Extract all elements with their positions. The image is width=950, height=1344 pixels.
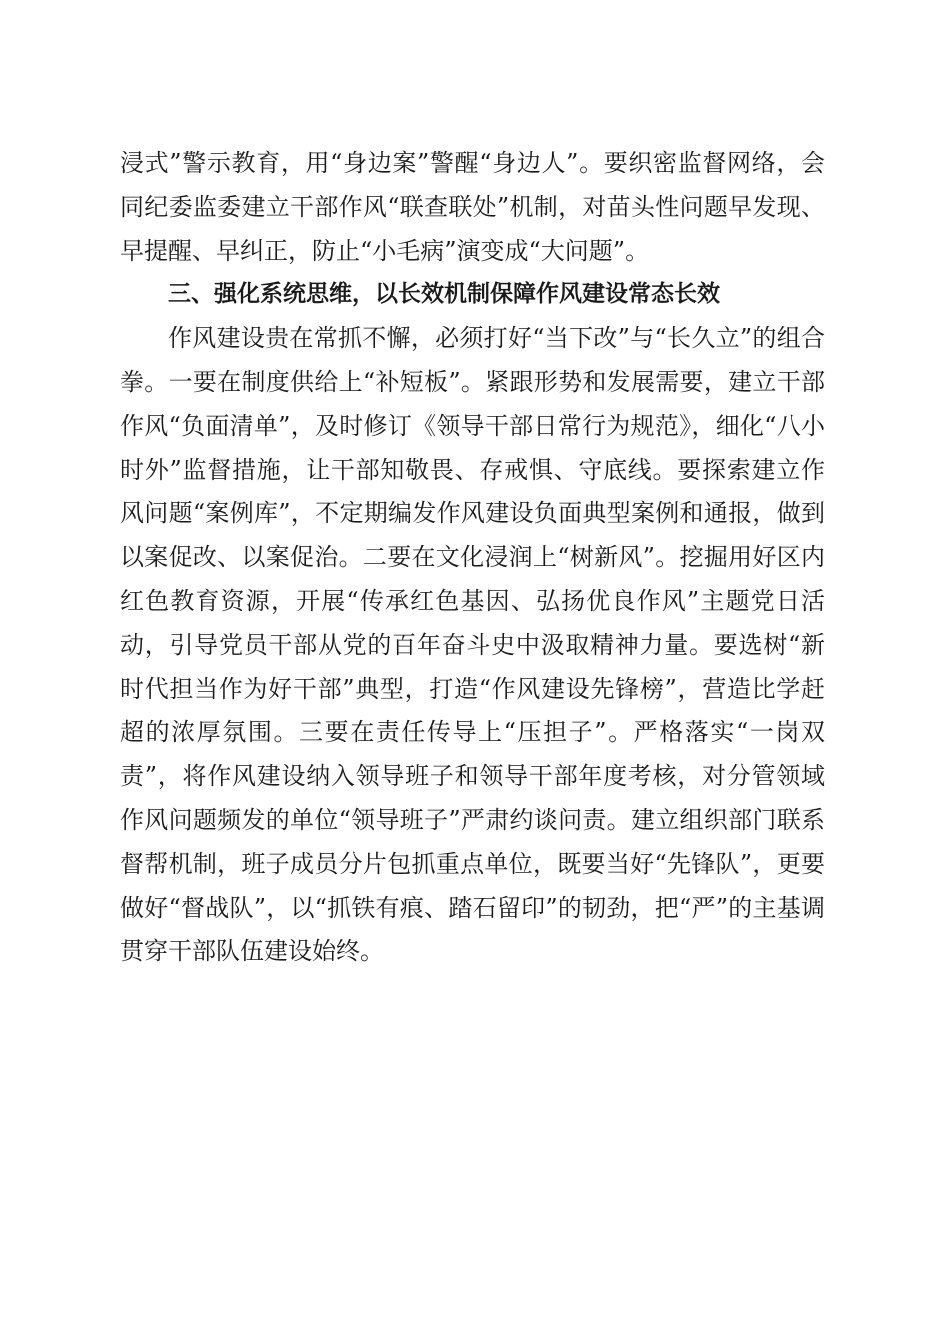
body-paragraph: 作风建设贵在常抓不懈，必须打好“当下改”与“长久立”的组合拳。一要在制度供给上“补短板”。紧跟形势和发展需要，建立干部作风“负面清单”，及时修订《领导干部日常行为规范》，细化“八小时外”监督措施，让干部知敬畏、存戒惧、守底线。要探索建立作风问题“案例库”，不定期编发作风建设负面典型案例和通报，做到以案促改、以案促治。二要在文化浸润上“树新风”。挖掘用好区内红色教育资源，开展“传承红色基因、弘扬优良作风”主题党日活动，引导党员干部从党的百年奋斗史中汲取精神力量。要选树“新时代担当作为好干部”典型，打造“作风建设先锋榜”，营造比学赶超的浓厚氛围。三要在责任传导上“压担子”。严格落实“一岗双责”，将作风建设纳入领导班子和领导干部年度考核，对分管领域作风问题频发的单位“领导班子”严肃约谈问责。建立组织部门联系督帮机制，班子成员分片包抓重点单位，既要当好“先锋队”，更要做好“督战队”，以“抓铁有痕、踏石留印”的韧劲，把“严”的主基调贯穿干部队伍建设始终。 — [120, 324, 825, 966]
continuation-paragraph: 浸式”警示教育，用“身边案”警醒“身边人”。要织密监督网络，会同纪委监委建立干部作风“联查联处”机制，对苗头性问题早发现、早提醒、早纠正，防止“小毛病”演变成“大问题”。 — [120, 149, 825, 265]
section-heading: 三、强化系统思维，以长效机制保障作风建设常态长效 — [168, 281, 720, 308]
document-body — [120, 142, 825, 974]
